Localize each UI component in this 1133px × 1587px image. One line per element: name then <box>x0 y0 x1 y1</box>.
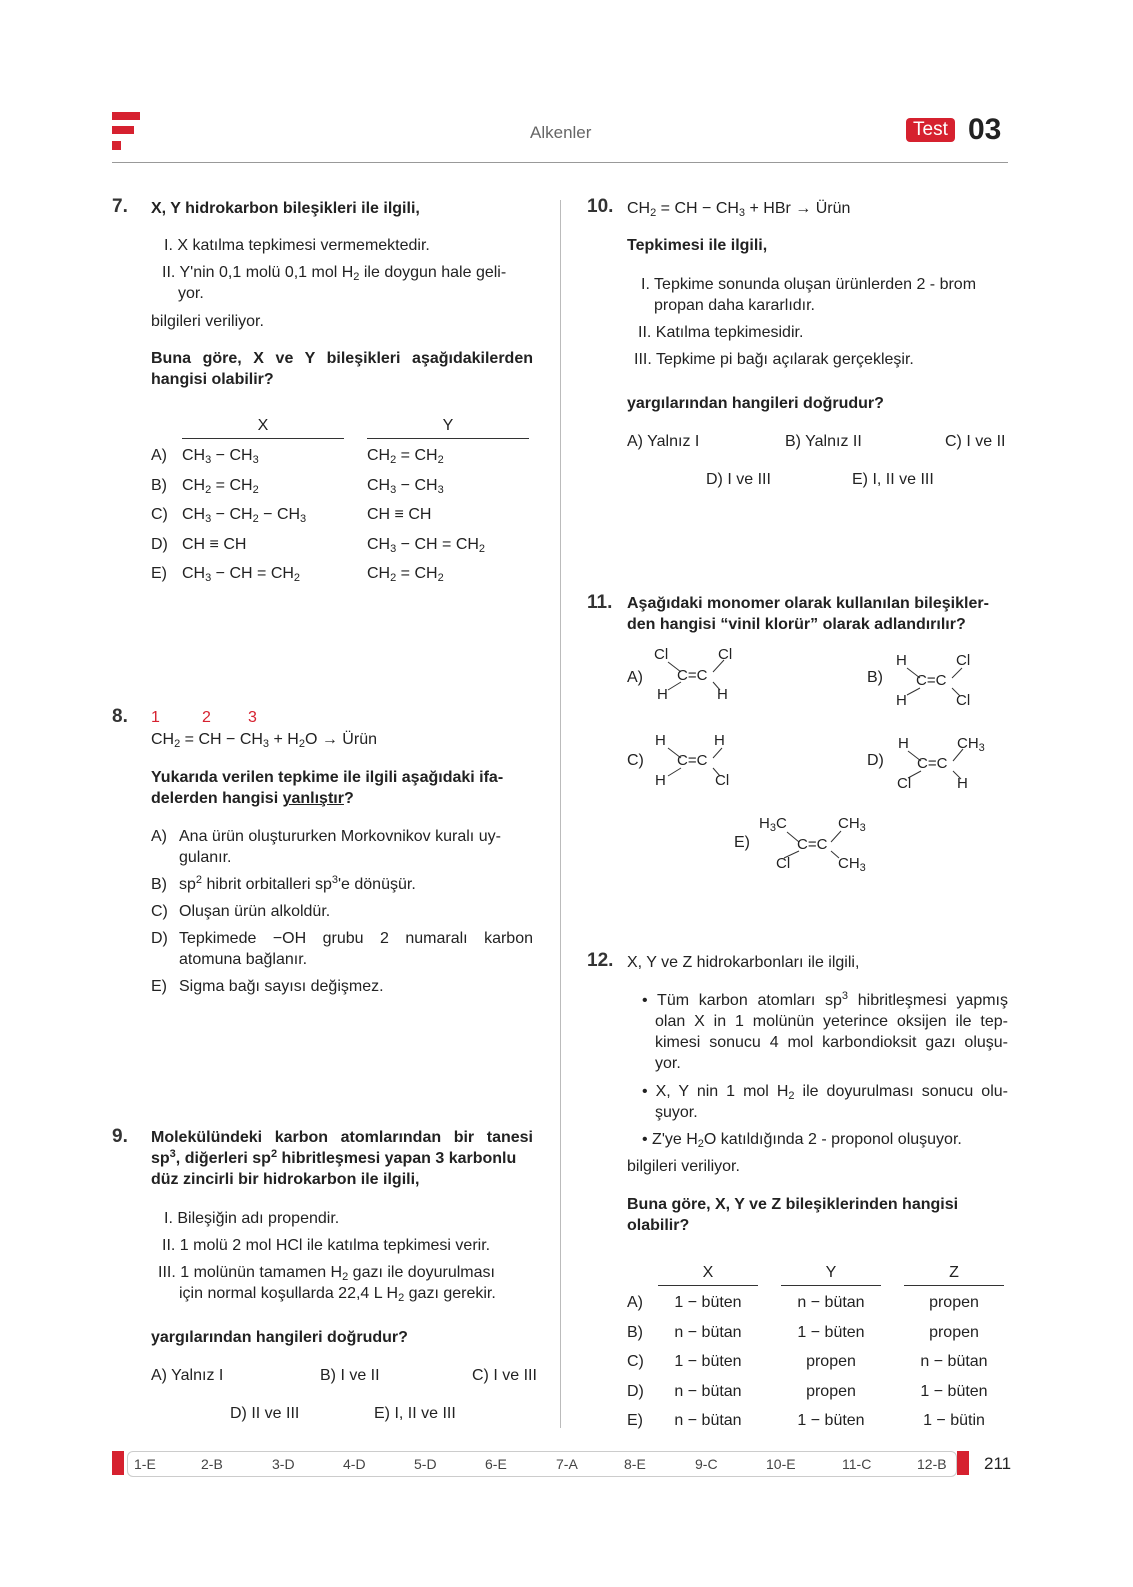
footer-accent-left <box>112 1451 124 1475</box>
q10-stem: Tepkimesi ile ilgili, <box>627 237 768 254</box>
q7-col-x: X <box>182 415 344 439</box>
q11-structure-d: H $CH_3$ C=C Cl H <box>897 735 985 792</box>
q9-option-c: C) I ve III <box>472 1367 537 1384</box>
answer-key-item: 11-C <box>842 1456 872 1472</box>
question-number-9: 9. <box>112 1126 128 1147</box>
q11-label-a: A) <box>627 669 643 686</box>
q7-info: bilgileri veriliyor. <box>151 313 264 330</box>
q10-option-a: A) Yalnız I <box>627 433 700 450</box>
test-number: 03 <box>968 113 1002 146</box>
answer-key-item: 4-D <box>343 1456 366 1472</box>
q10-statement-2: II. Katılma tepkimesidir. <box>638 324 804 341</box>
q11-structure-a: Cl Cl C=C H H <box>654 646 733 703</box>
q10-option-b: B) Yalnız II <box>785 433 862 450</box>
q7-stem: X, Y hidrokarbon bileşikleri ile ilgili, <box>151 200 420 217</box>
q12-col-y: Y <box>781 1262 881 1286</box>
q8-reaction: $CH_2$ = CH − $CH_3 + H_2O$ → Ürün <box>151 731 377 750</box>
q10-option-e: E) I, II ve III <box>852 471 934 488</box>
answer-key-item: 9-C <box>695 1456 718 1472</box>
header-divider <box>112 162 1008 163</box>
q10-statement-1: I. Tepkime sonunda oluşan ürünlerden 2 - brom propan daha kararlıdır. <box>641 276 977 314</box>
q7-statement-2: II. Y'nin 0,1 molü 0,1 mol $H_2$ ile doygun hale geli- yor. <box>162 264 507 302</box>
q12-info: bilgileri veriliyor. <box>627 1158 740 1175</box>
answer-key-item: 12-B <box>917 1456 947 1472</box>
table-row: C) 1 − büten propen n − bütan <box>627 1353 988 1370</box>
q9-option-b: B) I ve II <box>320 1367 380 1384</box>
q10-reaction: $CH_2$ = CH − $CH_3$ + HBr → Ürün <box>627 200 851 219</box>
q8-question: Yukarıda verilen tepkime ile ilgili aşağıdaki ifa- delerden hangisi yanlıştır? <box>151 769 504 807</box>
q7-statement-1: I. X katılma tepkimesi vermemektedir. <box>164 237 430 254</box>
answer-key-item: 5-D <box>414 1456 437 1472</box>
carbon-number-2: 2 <box>202 709 211 726</box>
answer-key-bar <box>127 1451 957 1477</box>
page-number: 211 <box>984 1454 1012 1473</box>
q10-option-d: D) I ve III <box>706 471 771 488</box>
q9-statement-3: III. 1 molünün tamamen $H_2$ gazı ile doyurulması için normal koşullarda 22,4 L $H_2$ gazı gerekir. <box>158 1264 496 1304</box>
question-number-8: 8. <box>112 706 128 727</box>
q12-question: Buna göre, X, Y ve Z bileşiklerinden hangisi olabilir? <box>627 1196 959 1234</box>
answer-key-item: 10-E <box>766 1456 796 1472</box>
answer-key-item: 8-E <box>624 1456 646 1472</box>
table-row: D) n − bütan propen 1 − büten <box>627 1382 988 1400</box>
q11-label-d: D) <box>867 752 884 769</box>
section-title: Alkenler <box>530 123 592 142</box>
brand-logo <box>112 112 142 152</box>
q10-option-c: C) I ve II <box>945 433 1006 450</box>
q12-bullet-3: • Z'ye $H_2O$ katıldığında 2 - proponol oluşuyor. <box>642 1131 962 1150</box>
answer-key-item: 1-E <box>134 1456 156 1472</box>
table-row: A) 1 − büten n − bütan propen <box>627 1294 979 1311</box>
carbon-number-1: 1 <box>151 709 160 726</box>
answer-key-item: 2-B <box>201 1456 223 1472</box>
q12-bullet-2: • X, Y nin 1 mol $H_2$ ile doyurulması sonucu olu- şuyor. <box>642 1083 1008 1121</box>
q10-statement-3: III. Tepkime pi bağı açılarak gerçekleşir. <box>634 351 914 368</box>
q7-col-y: Y <box>367 415 529 439</box>
column-divider <box>560 200 561 1428</box>
q7-question: Buna göre, X ve Y bileşikleri aşağıdakilerden hangisi olabilir? <box>151 350 533 388</box>
q9-statement-2: II. 1 molü 2 mol HCl ile katılma tepkimesi verir. <box>162 1237 491 1254</box>
q12-stem: X, Y ve Z hidrokarbonları ile ilgili, <box>627 954 860 971</box>
q9-option-e: E) I, II ve III <box>374 1405 456 1422</box>
q9-question: yargılarından hangileri doğrudur? <box>151 1329 408 1346</box>
q7-options-y: $CH_2 = CH_2$ $CH_3 - CH_3$ CH ≡ CH $CH_3$ − CH = $CH_2$ $CH_2 = CH_2$ <box>367 447 486 584</box>
q9-statement-1: I. Bileşiğin adı propendir. <box>164 1210 340 1227</box>
q7-options: A) $CH_3 - CH_3$ B) $CH_2 = CH_2$ C) $CH_3 - CH_2 - CH_3$ D) CH ≡ CH E) $CH_3$ − CH = $CH_2$ <box>151 447 307 584</box>
q9-option-a: A) Yalnız I <box>151 1367 224 1384</box>
q11-stem: Aşağıdaki monomer olarak kullanılan bileşikler- den hangisi “vinil klorür” olarak adlandırılır? <box>627 595 989 633</box>
q12-col-x: X <box>658 1262 758 1286</box>
answer-key-item: 7-A <box>556 1456 578 1472</box>
q11-structure-b: H Cl C=C H Cl <box>896 652 971 709</box>
question-number-10: 10. <box>587 196 614 217</box>
question-number-7: 7. <box>112 196 128 217</box>
footer-accent-right <box>957 1451 969 1475</box>
table-row: E) n − bütan 1 − büten 1 − bütin <box>627 1412 985 1429</box>
table-row: B) n − bütan 1 − büten propen <box>627 1323 979 1341</box>
q9-option-d: D) II ve III <box>230 1405 300 1422</box>
answer-key-item: 3-D <box>272 1456 295 1472</box>
q12-options-table <box>627 1292 1017 1440</box>
q11-structure-e: $H_3C$ $CH_3$ C=C Cl $CH_3$ <box>759 815 866 874</box>
q12-col-z: Z <box>904 1262 1004 1286</box>
q12-bullet-1: • Tüm karbon atomları $sp^3$ hibritleşmesi yapmış olan X in 1 molünün yeterince oksijen ile tep- kimesi sonucu 4 mol karbondioksit gazı oluşu- yor. <box>642 990 1008 1072</box>
q10-question: yargılarından hangileri doğrudur? <box>627 395 884 412</box>
question-number-11: 11. <box>587 592 613 613</box>
q8-options: A) Ana ürün oluştururken Morkovnikov kuralı uy- gulanır. B) $sp^2$ hibrit orbitalleri $sp^3'e$ dönüşür. C) Oluşan ürün alkoldür. D) Tepkimede −OH grubu 2 numaralı karbon atomuna bağlanır. E) Sigma bağı sayısı değişmez. <box>151 828 533 995</box>
carbon-number-3: 3 <box>248 709 257 726</box>
test-badge: Test <box>906 118 955 142</box>
q9-stem: Molekülündeki karbon atomlarından bir tanesi $sp^3$, diğerleri $sp^2$ hibritleşmesi yapan 3 karbonlu düz zincirli bir hidrokarbon ile ilgili, <box>151 1129 533 1188</box>
q11-label-b: B) <box>867 669 883 686</box>
q11-label-e: E) <box>734 834 750 851</box>
answer-key-item: 6-E <box>485 1456 507 1472</box>
q11-structure-c: H H C=C H Cl <box>655 732 730 789</box>
q11-label-c: C) <box>627 752 644 769</box>
question-number-12: 12. <box>587 950 614 971</box>
